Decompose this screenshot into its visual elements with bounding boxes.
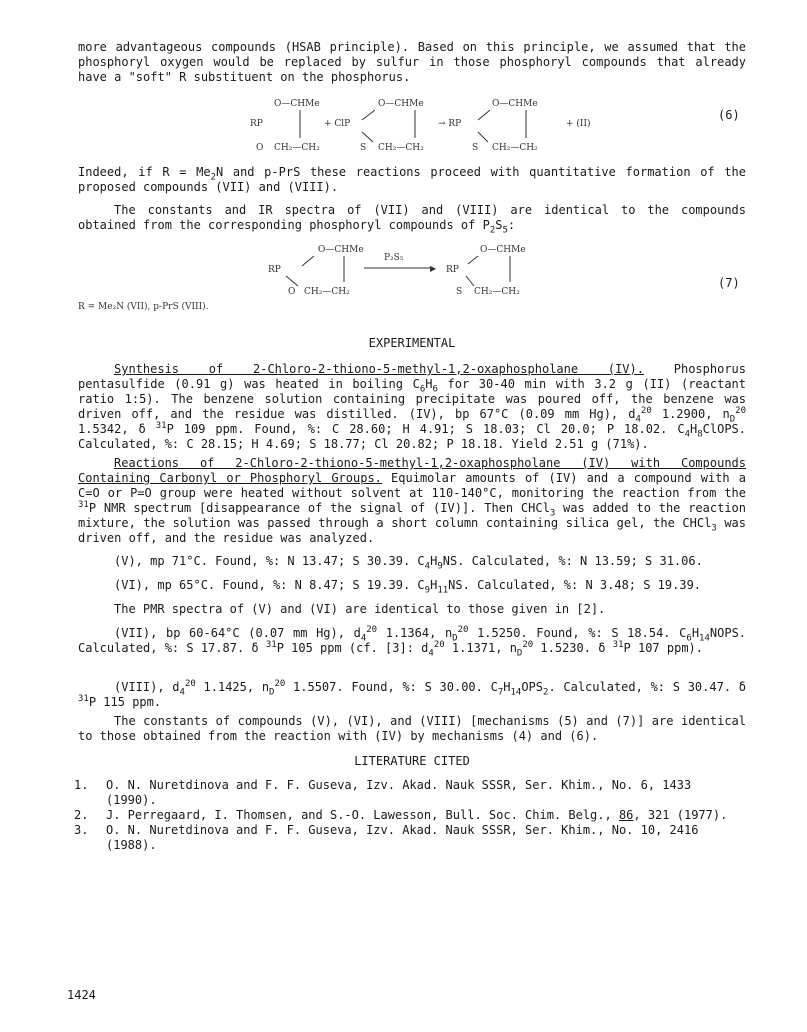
equation-number-6: (6) <box>718 108 740 122</box>
reactions-paragraph: Reactions of 2-Chloro-2-thiono-5-methyl-1,2-oxaphospholane (IV) with Compounds Containing Carbonyl or Phosphoryl Groups. Equimolar amounts of (IV) and a compound with a C=O or P=O group were heated without solvent at 110-140°C, monitoring the reaction from the $^{31}$P NMR spectrum [disappearance of the signal of (IV)]. Then CHCl$_3$ was added to the reaction mixture, the solution was passed through a short column containing silica gel, the CHCl$_3$ was driven off, and the residue was analyzed. <box>78 456 747 545</box>
intro-paragraph: more advantageous compounds (HSAB principle). Based on this principle, we assumed that the phosphoryl oxygen would be replaced by sulfur in those phosphoryl compounds that already have a "soft" R substituent on the phosphorus. <box>78 40 746 84</box>
s7-p-s: S <box>456 287 463 297</box>
s6-r1-ochme: O—CHMe <box>274 99 320 109</box>
s6-p-ch2ch2: CH₂—CH₂ <box>492 143 538 153</box>
reaction-scheme-6 <box>240 94 620 154</box>
compound-v-data: (V), mp 71°C. Found, %: N 13.47; S 30.39. $C_4H_9NS$. Calculated, %: N 13.59; S 31.06. <box>114 554 703 572</box>
reaction-scheme-7 <box>256 240 546 298</box>
svg-text:▶: ▶ <box>430 264 437 273</box>
s7-r-rp: RP <box>268 265 281 275</box>
s6-r1-ch2ch2: CH₂—CH₂ <box>274 143 320 153</box>
s6-r2-ch2ch2: CH₂—CH₂ <box>378 143 424 153</box>
s6-arrow-rp: → RP <box>438 119 462 129</box>
s7-p-rp: RP <box>446 265 459 275</box>
s6-r1-rp: RP <box>250 119 263 129</box>
s6-r1-o: O <box>256 143 264 153</box>
experimental-heading: EXPERIMENTAL <box>368 336 456 350</box>
indeed-paragraph: Indeed, if $R = Me_2N$ and p-PrS these reactions proceed with quantitative formation of the proposed compounds (VII) and (VIII). <box>78 165 746 194</box>
synthesis-paragraph: Synthesis of 2-Chloro-2-thiono-5-methyl-1,2-oxaphospholane (IV). Phosphorus pentasulfide (0.91 g) was heated in boiling $C_6H_6$ for 30-40 min with 3.2 g (II) (reactant ratio 1:5). The benzene solution containing precipitate was poured off, the benzene was driven off, and the residue was distilled. (IV), bp 67°C (0.09 mm Hg), $d_4^{20}$ 1.2900, $n_D^{20}$ 1.5342, δ $^{31}$P 109 ppm. Found, %: C 28.60; H 4.91; S 18.03; Cl 20.0; P 18.02. $C_4H_8ClOPS$. Calculated, %: C 28.15; H 4.69; S 18.77; Cl 20.82; P 18.18. Yield 2.51 g (71%). <box>78 362 747 451</box>
pmr-note: The PMR spectra of (V) and (VI) are identical to those given in [2]. <box>114 602 606 616</box>
page-number: 1424 <box>67 988 96 1002</box>
compound-vi-data: (VI), mp 65°C. Found, %: N 8.47; S 19.39. $C_9H_{11}NS$. Calculated, %: N 3.48; S 19.39. <box>114 578 702 596</box>
s6-plus-ii: + (II) <box>566 119 591 129</box>
s6-r2-ochme: O—CHMe <box>378 99 424 109</box>
constants-final-paragraph: The constants of compounds (V), (VI), and (VIII) [mechanisms (5) and (7)] are identical to those obtained from the reaction with (IV) by mechanisms (4) and (6). <box>78 714 746 743</box>
equation-number-7: (7) <box>718 276 740 290</box>
reference-1: 1. O. N. Nuretdinova and F. F. Guseva, Izv. Akad. Nauk SSSR, Ser. Khim., No. 6, 1433 (1990). <box>74 778 692 807</box>
s7-r-ochme: O—CHMe <box>318 245 364 255</box>
reference-3: 3. O. N. Nuretdinova and F. F. Guseva, Izv. Akad. Nauk SSSR, Ser. Khim., No. 10, 2416 (1988). <box>74 823 699 852</box>
compound-viii-data: (VIII), $d_4^{20}$ 1.1425, $n_D^{20}$ 1.5507. Found, %: S 30.00. $C_7H_{14}OPS_2$. Calculated, %: S 30.47. δ $^{31}$P 115 ppm. <box>78 679 746 709</box>
s6-p-s: S <box>472 143 479 153</box>
s6-r2-s: S <box>360 143 367 153</box>
constants-paragraph: The constants and IR spectra of (VII) and (VIII) are identical to the compounds obtained from the corresponding phosphoryl compounds of $P_2S_5$: <box>78 203 746 236</box>
s7-p-ochme: O—CHMe <box>480 245 526 255</box>
s7-p-ch2ch2: CH₂—CH₂ <box>474 287 520 297</box>
s6-plus-clp: + ClP <box>324 119 351 129</box>
compound-vii-data: (VII), bp 60-64°C (0.07 mm Hg), $d_4^{20}$ 1.1364, $n_D^{20}$ 1.5250. Found, %: S 18.54. $C_6H_{14}NOPS$. Calculated, %: S 17.87. δ $^{31}$P 105 ppm (cf. [3]: $d_4^{20}$ 1.1371, $n_D^{20}$ 1.5230. δ $^{31}$P 107 ppm). <box>78 625 747 659</box>
s6-p-ochme: O—CHMe <box>492 99 538 109</box>
reference-2: 2. J. Perregaard, I. Thomsen, and S.-O. Lawesson, Bull. Soc. Chim. Belg., 86, 321 (1977). <box>74 808 728 822</box>
scheme-7-footnote: R = Me₂N (VII), p-PrS (VIII). <box>78 302 209 312</box>
s7-reagent: P₂S₅ <box>384 253 404 263</box>
s7-r-o: O <box>288 287 296 297</box>
s7-r-ch2ch2: CH₂—CH₂ <box>304 287 350 297</box>
literature-heading: LITERATURE CITED <box>354 754 470 768</box>
